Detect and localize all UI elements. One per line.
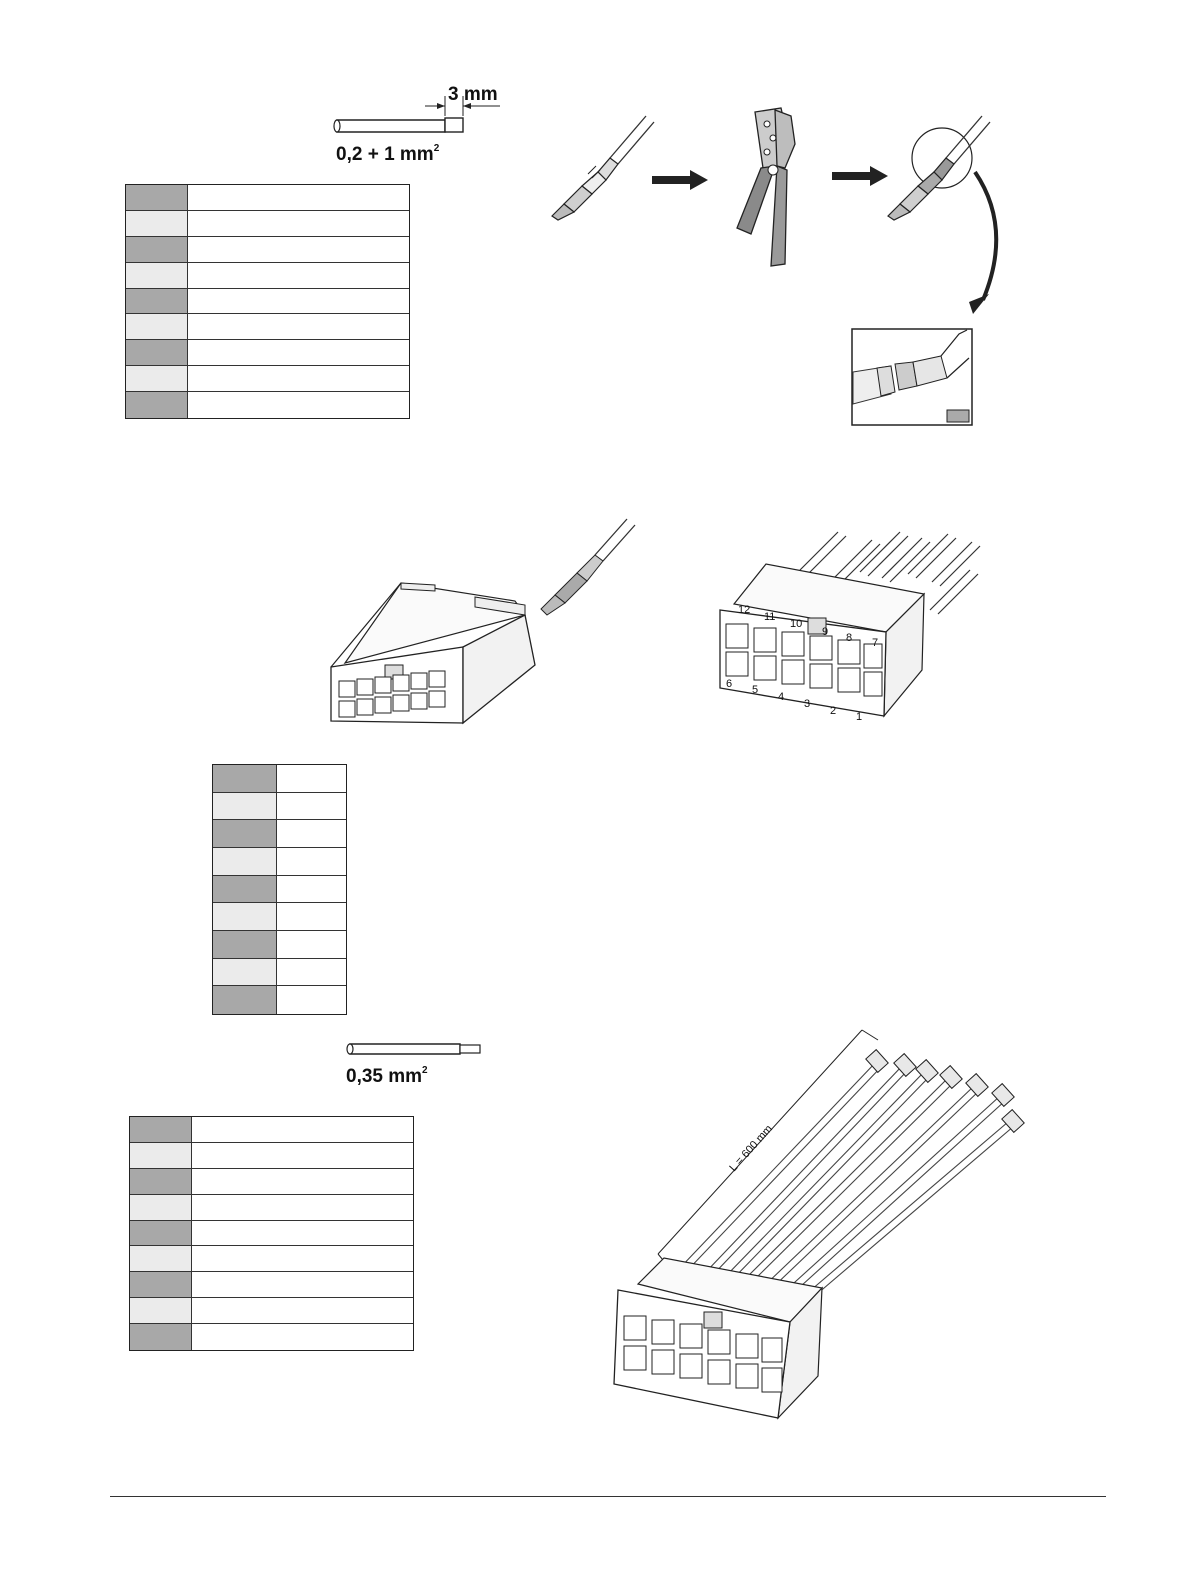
color-swatch-cell (130, 1272, 192, 1297)
color-swatch-cell (213, 959, 277, 986)
color-table-row (126, 289, 409, 315)
wire-size-bottom-sup: 2 (422, 1064, 428, 1076)
color-swatch-cell (213, 793, 277, 820)
color-description-cell (192, 1143, 413, 1168)
pin-number-11: 11 (764, 611, 776, 623)
pin-number-12: 12 (738, 604, 751, 616)
color-swatch-cell (213, 848, 277, 875)
color-table-row (126, 314, 409, 340)
color-table-row (130, 1221, 413, 1247)
color-table-row (213, 959, 346, 987)
color-table-row (213, 876, 346, 904)
color-table-row (126, 366, 409, 392)
crimp-terminal-icon (548, 112, 658, 224)
color-table-row (130, 1117, 413, 1143)
color-swatch-cell (130, 1324, 192, 1350)
color-swatch-cell (130, 1298, 192, 1323)
color-swatch-cell (213, 820, 277, 847)
color-description-cell (192, 1324, 413, 1350)
color-description-cell (192, 1195, 413, 1220)
color-description-cell (188, 263, 409, 288)
connector-front-icon (710, 510, 1000, 740)
pin-number-8: 8 (846, 632, 853, 644)
wire-size-bottom-text: 0,35 mm (346, 1066, 423, 1087)
color-table-row (126, 392, 409, 418)
pin-number-3: 3 (804, 698, 811, 710)
arrow-right-icon (650, 170, 710, 190)
color-description-cell (277, 959, 346, 986)
color-description-cell (277, 986, 346, 1014)
color-description-cell (277, 903, 346, 930)
wire-size-top-label (336, 144, 439, 166)
color-table-row (130, 1246, 413, 1272)
color-swatch-cell (213, 903, 277, 930)
color-table-row (130, 1298, 413, 1324)
color-description-cell (188, 289, 409, 314)
color-swatch-cell (130, 1246, 192, 1271)
crimping-tool-icon (715, 104, 815, 274)
color-swatch-cell (213, 986, 277, 1014)
color-table-row (126, 237, 409, 263)
arrow-right-icon-2 (830, 166, 890, 186)
color-description-cell (188, 366, 409, 391)
connector-housing-icon (325, 515, 640, 740)
color-swatch-cell (126, 185, 188, 210)
color-table-row (213, 931, 346, 959)
color-table-top (125, 184, 410, 419)
color-description-cell (188, 185, 409, 210)
color-swatch-cell (130, 1195, 192, 1220)
color-swatch-cell (126, 314, 188, 339)
color-swatch-cell (126, 340, 188, 365)
color-description-cell (188, 237, 409, 262)
color-swatch-cell (126, 289, 188, 314)
color-description-cell (277, 876, 346, 903)
color-table-row (213, 820, 346, 848)
color-swatch-cell (126, 392, 188, 418)
color-swatch-cell (126, 366, 188, 391)
wire-size-top-sup: 2 (433, 142, 440, 154)
color-table-row (213, 903, 346, 931)
color-description-cell (192, 1117, 413, 1142)
wire-strip-icon-bottom (340, 1038, 490, 1062)
color-description-cell (277, 793, 346, 820)
color-description-cell (188, 314, 409, 339)
color-description-cell (277, 931, 346, 958)
pin-number-9: 9 (822, 626, 829, 638)
color-swatch-cell (126, 237, 188, 262)
color-swatch-cell (130, 1117, 192, 1142)
color-table-row (213, 793, 346, 821)
color-description-cell (188, 392, 409, 418)
strip-length-label: 3 mm (448, 84, 498, 105)
wire-size-top-text: 0,2 + 1 mm (336, 144, 434, 165)
color-table-row (126, 185, 409, 211)
color-description-cell (277, 848, 346, 875)
pin-number-10: 10 (790, 618, 803, 630)
color-table-row (126, 340, 409, 366)
color-description-cell (188, 211, 409, 236)
color-description-cell (192, 1169, 413, 1194)
color-table-row (126, 211, 409, 237)
color-description-cell (277, 765, 346, 792)
color-table-bottom (129, 1116, 414, 1351)
color-swatch-cell (213, 765, 277, 792)
color-table-row (130, 1143, 413, 1169)
footer-rule (110, 1496, 1106, 1497)
color-table-row (213, 765, 346, 793)
color-table-row (130, 1272, 413, 1298)
crimp-detail-icon (851, 328, 973, 426)
color-table-middle (212, 764, 347, 1015)
cable-length-label: L = 600 mm (727, 1122, 776, 1175)
pin-number-4: 4 (778, 691, 785, 703)
pin-number-2: 2 (830, 705, 837, 717)
pin-number-6: 6 (726, 678, 733, 690)
color-table-row (126, 263, 409, 289)
color-description-cell (188, 340, 409, 365)
color-description-cell (192, 1272, 413, 1297)
color-swatch-cell (126, 211, 188, 236)
wire-size-bottom-label (346, 1066, 428, 1088)
color-swatch-cell (126, 263, 188, 288)
curved-arrow-icon (955, 168, 1015, 318)
color-description-cell (277, 820, 346, 847)
color-description-cell (192, 1221, 413, 1246)
pin-number-7: 7 (872, 637, 879, 649)
color-description-cell (192, 1246, 413, 1271)
color-table-row (130, 1324, 413, 1350)
color-swatch-cell (130, 1143, 192, 1168)
color-swatch-cell (213, 931, 277, 958)
color-table-row (213, 986, 346, 1014)
pin-number-5: 5 (752, 684, 759, 696)
color-swatch-cell (213, 876, 277, 903)
color-swatch-cell (130, 1169, 192, 1194)
pin-number-1: 1 (856, 711, 863, 723)
color-table-row (130, 1169, 413, 1195)
color-description-cell (192, 1298, 413, 1323)
color-swatch-cell (130, 1221, 192, 1246)
cable-assembly-icon (608, 1026, 1038, 1466)
color-table-row (130, 1195, 413, 1221)
color-table-row (213, 848, 346, 876)
